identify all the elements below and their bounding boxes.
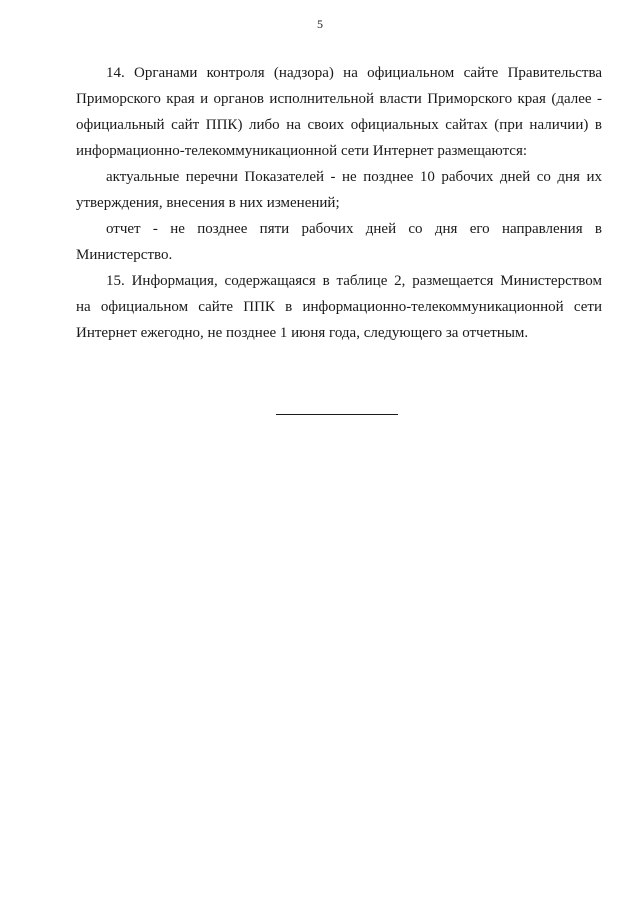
paragraph-14 <box>76 60 602 164</box>
document-body <box>76 60 602 346</box>
paragraph-line: Министерство. <box>76 247 173 263</box>
paragraph-line: отчет - не позднее пяти рабочих дней со дня его направления в <box>106 221 602 237</box>
paragraph-line: информационно-телекоммуникационной сети Интернет размещаются: <box>76 143 528 159</box>
paragraph-15 <box>76 268 602 346</box>
paragraph-line: 15. Информация, содержащаяся в таблице 2, размещается Министерством <box>106 273 602 289</box>
paragraph-line: 14. Органами контроля (надзора) на официальном сайте Правительства <box>106 65 602 81</box>
paragraph-line: на официальном сайте ППК в информационно-телекоммуникационной сети <box>76 299 602 315</box>
paragraph-line: утверждения, внесения в них изменений; <box>76 195 340 211</box>
paragraph-line: Интернет ежегодно, не позднее 1 июня года, следующего за отчетным. <box>76 325 529 341</box>
paragraph-14-item-1 <box>76 164 602 216</box>
paragraph-line: Приморского края и органов исполнительной власти Приморского края (далее - <box>76 91 602 107</box>
paragraph-line: актуальные перечни Показателей - не позднее 10 рабочих дней со дня их <box>106 169 602 185</box>
paragraph-14-item-2 <box>76 216 602 268</box>
page-number: 5 <box>317 17 323 31</box>
end-divider <box>276 414 398 415</box>
paragraph-line: официальный сайт ППК) либо на своих официальных сайтах (при наличии) в <box>76 117 602 133</box>
